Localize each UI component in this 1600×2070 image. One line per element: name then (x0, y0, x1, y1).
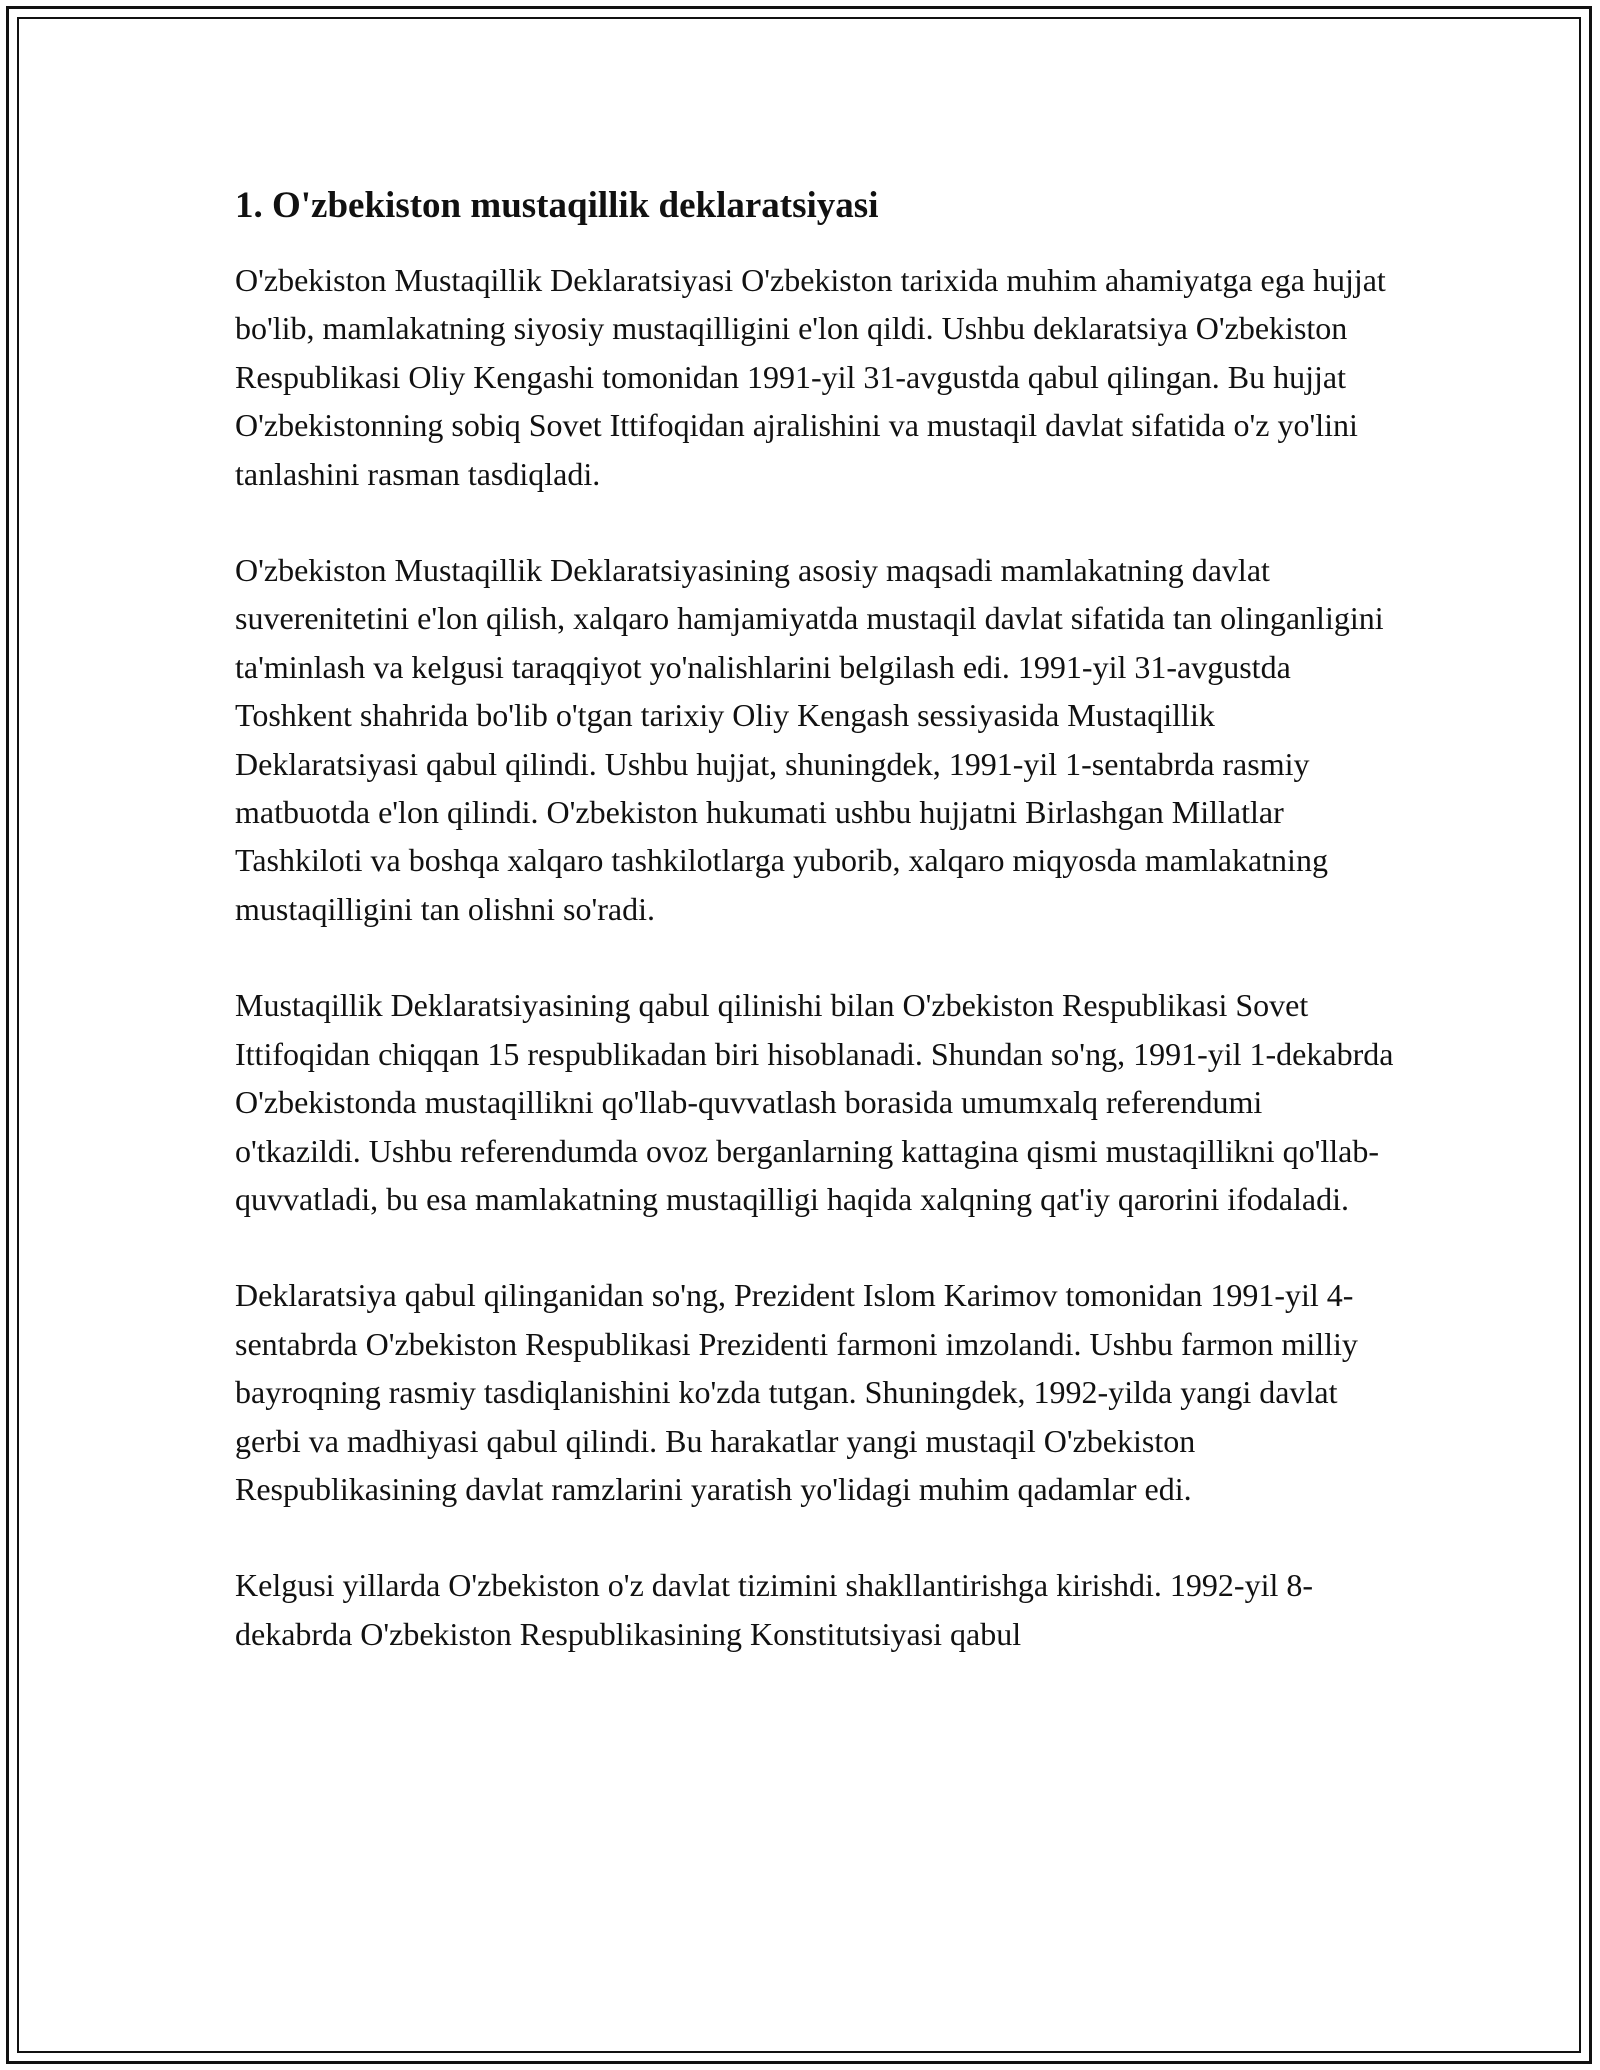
document-body (235, 178, 1395, 1706)
paragraph-1: O'zbekiston Mustaqillik Deklaratsiyasi O'zbekiston tarixida muhim ahamiyatga ega hujjat bo'lib, mamlakatning siyosiy mustaqilligini e'lon qildi. Ushbu deklaratsiya O'zbekiston Respublikasi Oliy Kengashi tomonidan 1991-yil 31-avgustda qabul qilingan. Bu hujjat O'zbekistonning sobiq Sovet Ittifoqidan ajralishini va mustaqil davlat sifatida o'z yo'lini tanlashini rasman tasdiqladi. (235, 262, 1386, 492)
paragraph-3: Mustaqillik Deklaratsiyasining qabul qilinishi bilan O'zbekiston Respublikasi Sovet Ittifoqidan chiqqan 15 respublikadan biri hisoblanadi. Shundan so'ng, 1991-yil 1-dekabrda O'zbekistonda mustaqillikni qo'llab-quvvatlash borasida umumxalq referendumi o'tkazildi. Ushbu referendumda ovoz berganlarning kattagina qismi mustaqillikni qo'llab-quvvatladi, bu esa mamlakatning mustaqilligi haqida xalqning qat'iy qarorini ifodaladi. (235, 987, 1394, 1217)
paragraph-5: Kelgusi yillarda O'zbekiston o'z davlat tizimini shakllantirishga kirishdi. 1992-yil 8-dekabrda O'zbekiston Respublikasining Konstitutsiyasi qabul (235, 1567, 1313, 1652)
paragraph-2: O'zbekiston Mustaqillik Deklaratsiyasining asosiy maqsadi mamlakatning davlat suverenitetini e'lon qilish, xalqaro hamjamiyatda mustaqil davlat sifatida tan olinganligini ta'minlash va kelgusi taraqqiyot yo'nalishlarini belgilash edi. 1991-yil 31-avgustda Toshkent shahrida bo'lib o'tgan tarixiy Oliy Kengash sessiyasida Mustaqillik Deklaratsiyasi qabul qilindi. Ushbu hujjat, shuningdek, 1991-yil 1-sentabrda rasmiy matbuotda e'lon qilindi. O'zbekiston hukumati ushbu hujjatni Birlashgan Millatlar Tashkiloti va boshqa xalqaro tashkilotlarga yuborib, xalqaro miqyosda mamlakatning mustaqilligini tan olishni so'radi. (235, 552, 1384, 927)
section-heading: 1. O'zbekiston mustaqillik deklaratsiyasi (235, 185, 879, 226)
paragraph-4: Deklaratsiya qabul qilinganidan so'ng, Prezident Islom Karimov tomonidan 1991-yil 4-sentabrda O'zbekiston Respublikasi Prezidenti farmoni imzolandi. Ushbu farmon milliy bayroqning rasmiy tasdiqlanishini ko'zda tutgan. Shuningdek, 1992-yilda yangi davlat gerbi va madhiyasi qabul qilindi. Bu harakatlar yangi mustaqil O'zbekiston Respublikasining davlat ramzlarini yaratish yo'lidagi muhim qadamlar edi. (235, 1277, 1358, 1507)
